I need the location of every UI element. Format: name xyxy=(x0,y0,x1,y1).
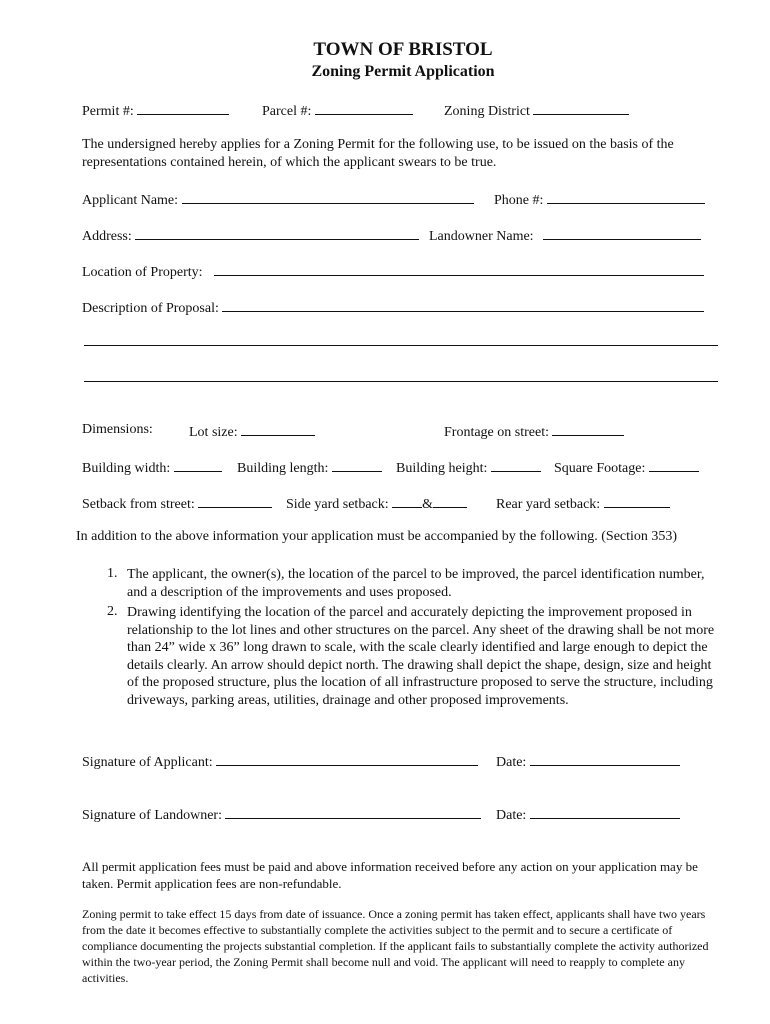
building-width-input[interactable] xyxy=(174,458,222,472)
fees-note: All permit application fees must be paid and above information received before any action on your application may be taken. Permit application fees are non-refundable. xyxy=(82,859,698,891)
zoning-district-input[interactable] xyxy=(533,101,629,115)
requirements-intro: In addition to the above information your application must be accompanied by the following. (Section 353) xyxy=(76,529,678,544)
setback-street-field xyxy=(82,494,272,513)
applicant-date-input[interactable] xyxy=(530,752,680,766)
signature-landowner-label: Signature of Landowner: xyxy=(82,808,222,823)
building-length-label: Building length: xyxy=(237,461,329,476)
applicant-name-field xyxy=(82,190,474,209)
signature-landowner-input[interactable] xyxy=(225,805,481,819)
applicant-date-field xyxy=(496,752,680,771)
side-yard-separator: & xyxy=(422,497,434,512)
permit-label: Permit #: xyxy=(82,104,134,119)
page-subtitle: Zoning Permit Application xyxy=(311,63,495,80)
address-label: Address: xyxy=(82,229,132,244)
building-height-label: Building height: xyxy=(396,461,488,476)
landowner-name-field xyxy=(429,226,701,245)
square-footage-field xyxy=(554,458,699,477)
landowner-date-input[interactable] xyxy=(530,805,680,819)
setback-street-input[interactable] xyxy=(198,494,272,508)
description-field xyxy=(82,298,704,317)
permit-field xyxy=(82,101,229,120)
requirement-number: 1. xyxy=(107,566,118,581)
requirement-text: The applicant, the owner(s), the location of the parcel to be improved, the parcel identification number, and a description of the improvements and uses proposed. xyxy=(127,567,705,600)
phone-label: Phone #: xyxy=(494,193,544,208)
phone-input[interactable] xyxy=(547,190,705,204)
signature-landowner-field xyxy=(82,805,481,824)
signature-applicant-field xyxy=(82,752,478,771)
applicant-date-label: Date: xyxy=(496,755,527,770)
description-input-line-3[interactable] xyxy=(84,381,718,382)
applicant-name-label: Applicant Name: xyxy=(82,193,179,208)
frontage-label: Frontage on street: xyxy=(444,425,549,440)
side-yard-field xyxy=(286,494,467,513)
location-field xyxy=(82,262,704,281)
rear-yard-input[interactable] xyxy=(604,494,670,508)
side-yard-label: Side yard setback: xyxy=(286,497,389,512)
location-input[interactable] xyxy=(214,262,704,276)
parcel-label: Parcel #: xyxy=(262,104,312,119)
address-field xyxy=(82,226,419,245)
applicant-name-input[interactable] xyxy=(182,190,474,204)
square-footage-input[interactable] xyxy=(649,458,699,472)
signature-applicant-label: Signature of Applicant: xyxy=(82,755,213,770)
parcel-field xyxy=(262,101,413,120)
building-width-label: Building width: xyxy=(82,461,171,476)
description-label: Description of Proposal: xyxy=(82,301,219,316)
effect-note: Zoning permit to take effect 15 days from date of issuance. Once a zoning permit has taken effect, applicants shall have two years from the date it becomes effective to substantially complete the activities subject to the permit and to secure a certificate of compliance documenting the projects substantial completion. If the applicant fails to substantially complete the activity authorized within the two-year period, the Zoning Permit shall become null and void. The applicant will need to reapply to complete any activities. xyxy=(82,907,709,985)
lot-size-label: Lot size: xyxy=(189,425,238,440)
rear-yard-label: Rear yard setback: xyxy=(496,497,601,512)
square-footage-label: Square Footage: xyxy=(554,461,646,476)
permit-input[interactable] xyxy=(137,101,229,115)
lot-size-input[interactable] xyxy=(241,422,315,436)
signature-applicant-input[interactable] xyxy=(216,752,478,766)
page-title: TOWN OF BRISTOL xyxy=(313,39,493,60)
building-length-input[interactable] xyxy=(332,458,382,472)
rear-yard-field xyxy=(496,494,670,513)
requirement-number: 2. xyxy=(107,604,118,619)
frontage-input[interactable] xyxy=(552,422,624,436)
landowner-name-label: Landowner Name: xyxy=(429,229,534,244)
intro-paragraph: The undersigned hereby applies for a Zoning Permit for the following use, to be issued on the basis of the representations contained herein, of which the applicant swears to be true. xyxy=(82,137,674,170)
zoning-district-label: Zoning District xyxy=(444,104,530,119)
building-length-field xyxy=(237,458,382,477)
setback-street-label: Setback from street: xyxy=(82,497,195,512)
parcel-input[interactable] xyxy=(315,101,413,115)
side-yard-input-2[interactable] xyxy=(433,494,467,508)
landowner-date-field xyxy=(496,805,680,824)
landowner-date-label: Date: xyxy=(496,808,527,823)
building-height-input[interactable] xyxy=(491,458,541,472)
phone-field xyxy=(494,190,705,209)
address-input[interactable] xyxy=(135,226,419,240)
side-yard-input-1[interactable] xyxy=(392,494,422,508)
description-input-line-2[interactable] xyxy=(84,345,718,346)
zoning-district-field xyxy=(444,101,629,120)
building-width-field xyxy=(82,458,222,477)
lot-size-field xyxy=(189,422,315,441)
landowner-name-input[interactable] xyxy=(543,226,701,240)
dimensions-label: Dimensions: xyxy=(82,422,153,437)
requirement-text: Drawing identifying the location of the parcel and accurately depicting the improvement proposed in relationship to the lot lines and other structures on the parcel. Any sheet of the drawing shall be not more than 24” wide x 36” long drawn to scale, with the scale clearly identified and large enough to depict the details clearly. An arrow should depict north. The drawing shall depict the shape, design, size and height of the proposed structure, plus the location of all infrastructure proposed to serve the structure, including driveways, parking areas, utilities, drainage and other proposed improvements. xyxy=(127,605,715,708)
building-height-field xyxy=(396,458,541,477)
location-label: Location of Property: xyxy=(82,265,203,280)
description-input-line-1[interactable] xyxy=(222,298,704,312)
frontage-field xyxy=(444,422,624,441)
